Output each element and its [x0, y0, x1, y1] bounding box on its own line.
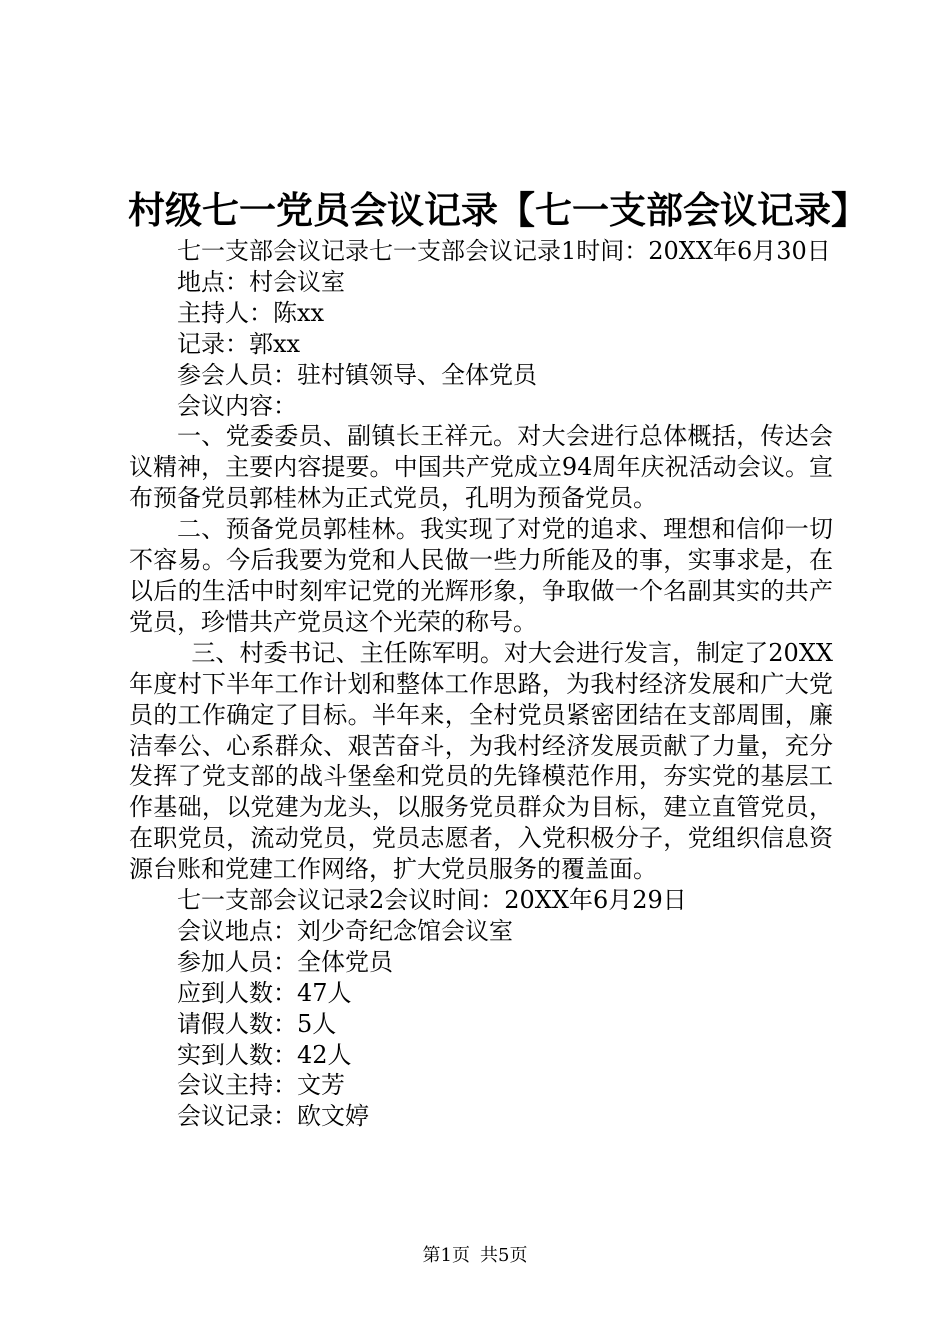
- record2-recorder: 会议记录：欧文婷: [177, 1102, 369, 1131]
- record2-location: 会议地点：刘少奇纪念馆会议室: [177, 916, 513, 945]
- page-footer: [0, 1244, 950, 1268]
- record1-recorder: 记录：郭xx: [177, 329, 301, 358]
- record1-item-3: 三、村委书记、主任陈军明。对大会进行发言，制定了20XX年度村下半年工作计划和整体工作思路，为我村经济发展和广大党员的工作确定了目标。半年来，全村党员紧密团结在支部周围，廉洁奉公、心系群众、艰苦奋斗，为我村经济发展贡献了力量，充分发挥了党支部的战斗堡垒和党员的先锋模范作用，夯实党的基层工作基础，以党建为龙头，以服务党员群众为目标，建立直管党员，在职党员，流动党员，党员志愿者，入党积极分子，党组织信息资源台账和党建工作网络，扩大党员服务的覆盖面。: [129, 638, 833, 884]
- record1-location: 地点：村会议室: [177, 267, 345, 296]
- page-total: 共5页: [480, 1245, 528, 1266]
- record2-participants: 参加人员：全体党员: [177, 947, 393, 976]
- record1-host: 主持人：陈xx: [177, 298, 325, 327]
- record2-leave-count: 请假人数：5人: [177, 1009, 337, 1038]
- record1-content-label: 会议内容：: [177, 391, 297, 420]
- document-title: 村级七一党员会议记录【七一支部会议记录】: [128, 188, 868, 232]
- document-body: [129, 236, 833, 1132]
- record2-intro: 七一支部会议记录2会议时间：20XX年6月29日: [177, 886, 687, 915]
- page-number: 第1页: [422, 1245, 470, 1266]
- record1-item-1: 一、党委委员、副镇长王祥元。对大会进行总体概括，传达会议精神，主要内容提要。中国共产党成立94周年庆祝活动会议。宣布预备党员郭桂林为正式党员，孔明为预备党员。: [129, 422, 833, 513]
- record1-intro: 七一支部会议记录七一支部会议记录1时间：20XX年6月30日: [177, 237, 831, 265]
- record2-actual-count: 实到人数：42人: [177, 1040, 352, 1069]
- record1-attendees: 参会人员：驻村镇领导、全体党员: [177, 360, 537, 389]
- record1-item-2: 二、预备党员郭桂林。我实现了对党的追求、理想和信仰一切不容易。今后我要为党和人民做一些力所能及的事，实事求是，在以后的生活中时刻牢记党的光辉形象，争取做一个名副其实的共产党员，珍惜共产党员这个光荣的称号。: [129, 515, 833, 636]
- record2-expected-count: 应到人数：47人: [177, 978, 352, 1007]
- record2-host: 会议主持：文芳: [177, 1071, 345, 1100]
